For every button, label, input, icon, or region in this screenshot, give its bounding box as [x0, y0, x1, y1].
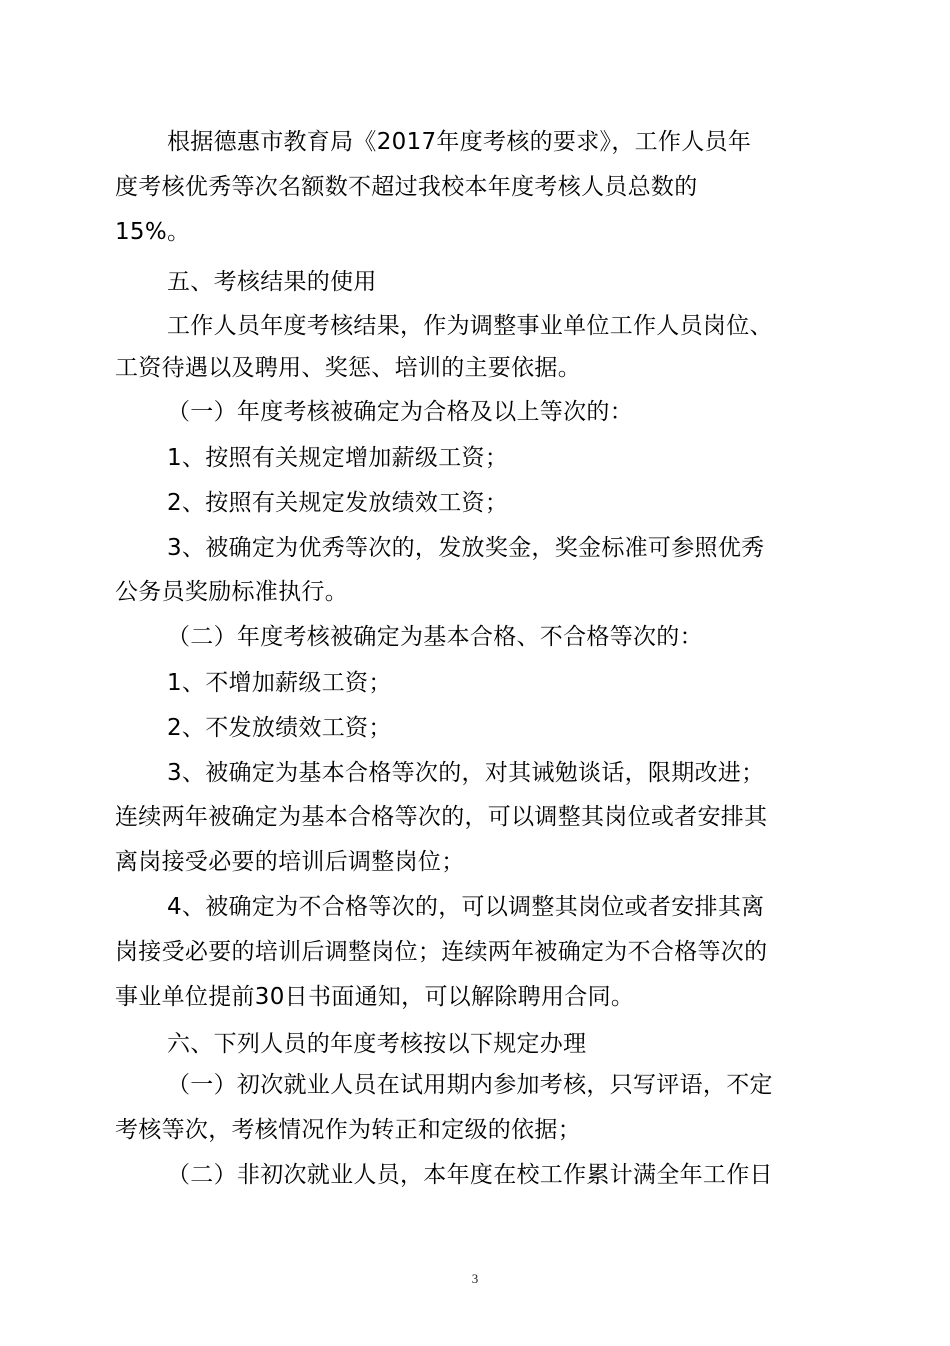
section-heading-six: 六、下列人员的年度考核按以下规定办理: [167, 1031, 587, 1057]
paragraph-line: 工资待遇以及聘用、奖惩、培训的主要依据。: [115, 355, 581, 381]
list-item-continuation: 公务员奖励标准执行。: [115, 579, 348, 605]
subsection-item: （二）非初次就业人员，本年度在校工作累计满全年工作日: [167, 1162, 773, 1188]
paragraph-line: 度考核优秀等次名额数不超过我校本年度考核人员总数的: [115, 174, 698, 200]
paragraph-line: 根据德惠市教育局《2017年度考核的要求》，工作人员年: [167, 129, 752, 155]
paragraph-line: 15%。: [115, 219, 191, 245]
subsection-heading: （一）年度考核被确定为合格及以上等次的：: [167, 399, 633, 425]
list-item-continuation: 连续两年被确定为基本合格等次的，可以调整其岗位或者安排其: [115, 804, 768, 830]
list-item-continuation: 事业单位提前30日书面通知，可以解除聘用合同。: [115, 984, 635, 1010]
list-item: 4、被确定为不合格等次的，可以调整其岗位或者安排其离: [167, 894, 765, 920]
subsection-heading: （二）年度考核被确定为基本合格、不合格等次的：: [167, 624, 703, 650]
subsection-item: （一）初次就业人员在试用期内参加考核，只写评语，不定: [167, 1072, 773, 1098]
list-item: 3、被确定为基本合格等次的，对其诫勉谈话，限期改进；: [167, 760, 765, 786]
subsection-item-continuation: 考核等次，考核情况作为转正和定级的依据；: [115, 1117, 581, 1143]
page-number: 3: [471, 1271, 479, 1286]
list-item-continuation: 离岗接受必要的培训后调整岗位；: [115, 849, 465, 875]
list-item: 1、按照有关规定增加薪级工资；: [167, 445, 509, 471]
section-heading-five: 五、考核结果的使用: [167, 269, 377, 295]
list-item-continuation: 岗接受必要的培训后调整岗位；连续两年被确定为不合格等次的: [115, 939, 768, 965]
paragraph-line: 工作人员年度考核结果，作为调整事业单位工作人员岗位、: [167, 313, 773, 339]
list-item: 1、不增加薪级工资；: [167, 670, 392, 696]
list-item: 2、不发放绩效工资；: [167, 715, 392, 741]
list-item: 2、按照有关规定发放绩效工资；: [167, 490, 509, 516]
list-item: 3、被确定为优秀等次的，发放奖金，奖金标准可参照优秀: [167, 535, 765, 561]
